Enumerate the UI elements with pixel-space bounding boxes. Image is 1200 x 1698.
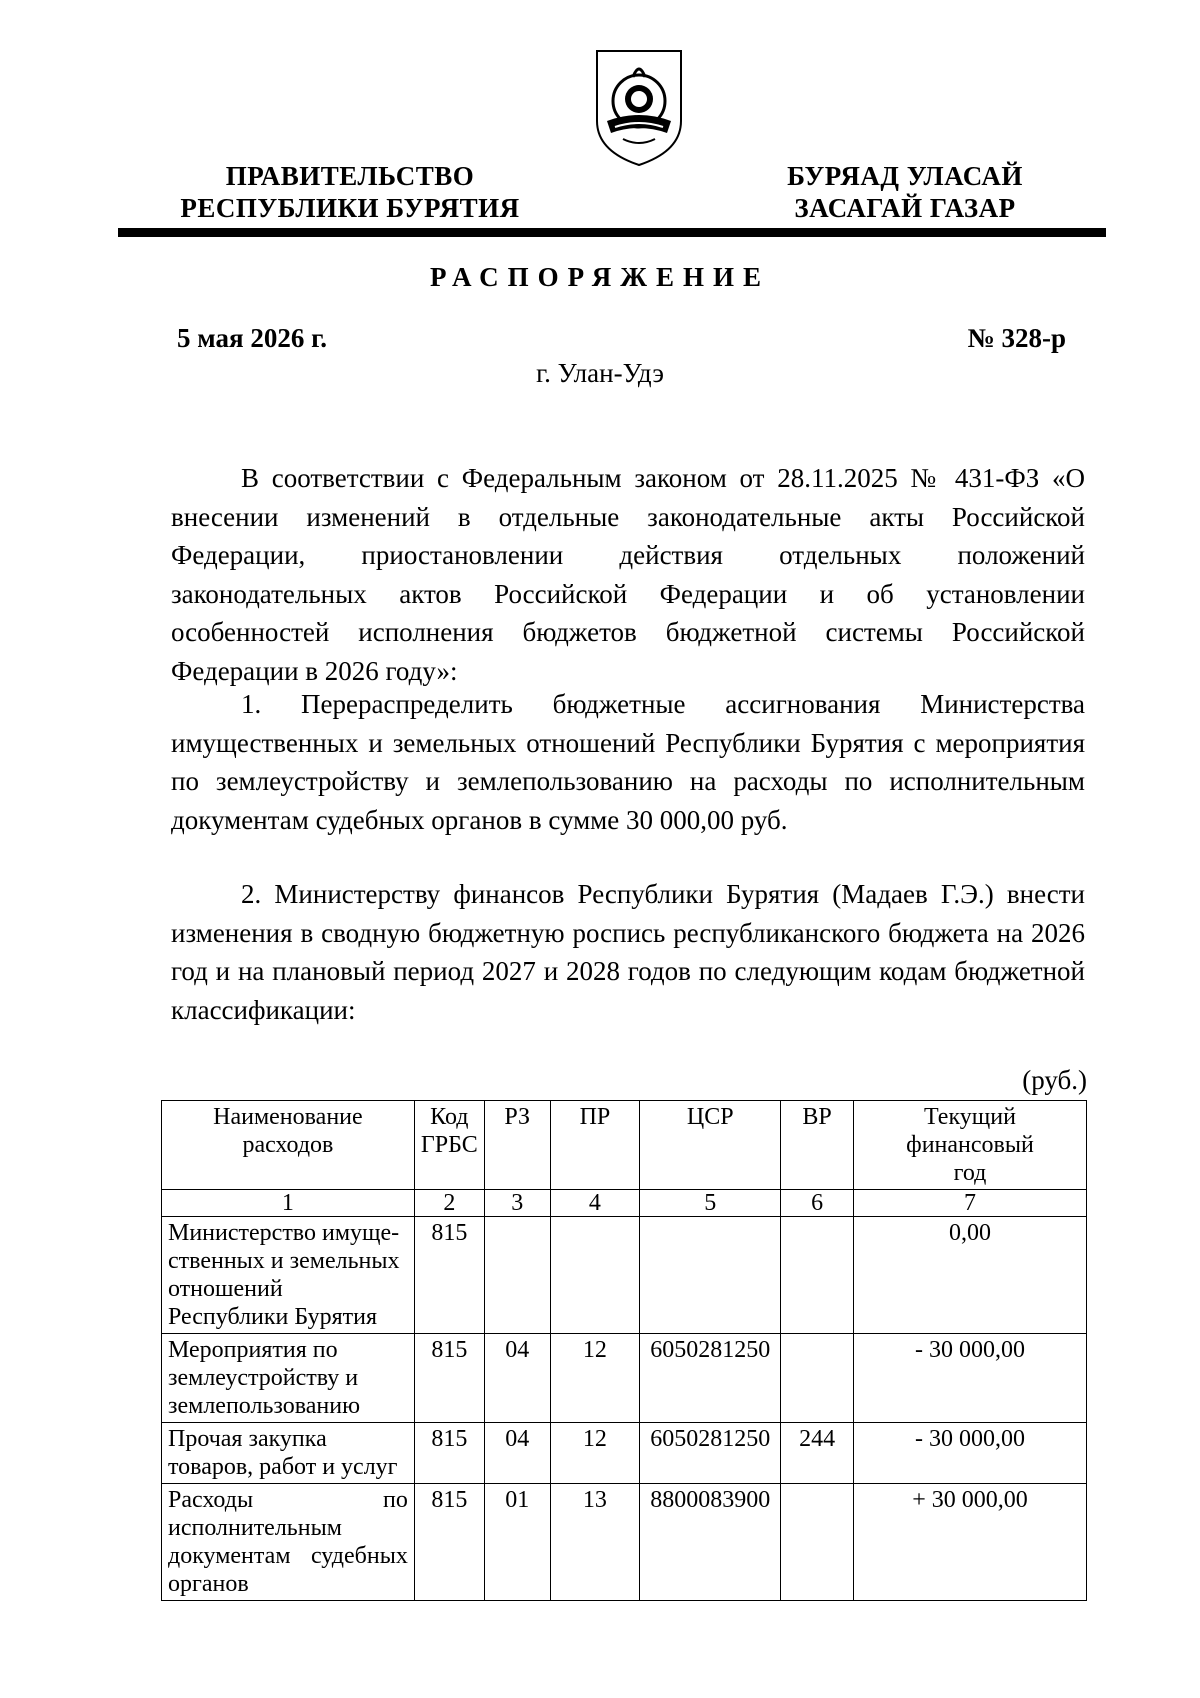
government-name-ru-line2: РЕСПУБЛИКИ БУРЯТИЯ [180, 193, 520, 223]
row-vr-cell [781, 1484, 854, 1601]
document-date: 5 мая 2026 г. [177, 323, 328, 353]
row-csr-cell: 8800083900 [640, 1484, 781, 1601]
header-divider [118, 228, 1106, 237]
row-pr-cell: 12 [550, 1334, 640, 1423]
row-rz-cell: 04 [484, 1423, 550, 1484]
table-row [162, 1423, 1087, 1484]
table-row [162, 1334, 1087, 1423]
row-amount-cell: 0,00 [853, 1217, 1086, 1334]
column-number-cell: 6 [781, 1190, 854, 1217]
budget-table [161, 1100, 1087, 1601]
column-number-cell: 5 [640, 1190, 781, 1217]
table-header-row [162, 1101, 1087, 1190]
row-csr-cell: 6050281250 [640, 1334, 781, 1423]
row-csr-cell: 6050281250 [640, 1423, 781, 1484]
column-number-cell: 3 [484, 1190, 550, 1217]
government-name-bua-line1: БУРЯАД УЛАСАЙ [787, 161, 1023, 191]
column-number-cell: 4 [550, 1190, 640, 1217]
table-row [162, 1484, 1087, 1601]
header-cell: Код ГРБС [414, 1101, 484, 1190]
row-grbs-cell: 815 [414, 1217, 484, 1334]
row-vr-cell [781, 1334, 854, 1423]
row-grbs-cell: 815 [414, 1484, 484, 1601]
column-number-cell: 2 [414, 1190, 484, 1217]
row-amount-cell: + 30 000,00 [853, 1484, 1086, 1601]
header-cell: РЗ [484, 1101, 550, 1190]
item-1-paragraph: 1. Перераспределить бюджетные ассигнования Министерства имущественных и земельных отношений Республики Бурятия с мероприятия по землеустройству и землепользованию на расходы по исполнительным документам судебных органов в сумме 30 000,00 руб. [171, 689, 1085, 835]
row-amount-cell: - 30 000,00 [853, 1334, 1086, 1423]
coat-of-arms-icon [593, 47, 685, 169]
government-name-ru [160, 160, 540, 224]
header-cell: ЦСР [640, 1101, 781, 1190]
government-name-bua-line2: ЗАСАГАЙ ГАЗАР [794, 193, 1016, 223]
row-name-cell: Прочая закупка товаров, работ и услуг [162, 1423, 415, 1484]
row-grbs-cell: 815 [414, 1423, 484, 1484]
row-amount-cell: - 30 000,00 [853, 1423, 1086, 1484]
row-name-cell: Мероприятия по землеустройству и землепользованию [162, 1334, 415, 1423]
row-pr-cell: 12 [550, 1423, 640, 1484]
header-cell: ВР [781, 1101, 854, 1190]
row-vr-cell: 244 [781, 1423, 854, 1484]
row-pr-cell [550, 1217, 640, 1334]
preamble-paragraph: В соответствии с Федеральным законом от 28.11.2025 № 431-ФЗ «О внесении изменений в отдельные законодательные акты Российской Федерации, приостановлении действия отдельных положений законодательных актов Российской Федерации и об установлении особенностей исполнения бюджетов бюджетной системы Российской Федерации в 2026 году»: [171, 463, 1085, 686]
row-name-cell: Министерство имущественных и земельных отношений Республики Бурятия [162, 1217, 415, 1334]
table-row [162, 1217, 1087, 1334]
government-name-ru-line1: ПРАВИТЕЛЬСТВО [225, 161, 475, 191]
document-title: РАСПОРЯЖЕНИЕ [429, 262, 771, 292]
currency-unit: (руб.) [1022, 1065, 1087, 1095]
row-csr-cell [640, 1217, 781, 1334]
document-number: № 328-р [967, 323, 1066, 353]
column-number-cell: 7 [853, 1190, 1086, 1217]
document-city: г. Улан-Удэ [536, 358, 664, 388]
header-cell: Наименование расходов [162, 1101, 415, 1190]
column-number-cell: 1 [162, 1190, 415, 1217]
row-rz-cell [484, 1217, 550, 1334]
row-name-cell: Расходы по исполнительным документам судебных органов [162, 1484, 415, 1601]
item-2-paragraph: 2. Министерству финансов Республики Бурятия (Мадаев Г.Э.) внести изменения в сводную бюджетную роспись республиканского бюджета на 2026 год и на плановый период 2027 и 2028 годов по следующим кодам бюджетной классификации: [171, 879, 1085, 1025]
row-rz-cell: 01 [484, 1484, 550, 1601]
row-vr-cell [781, 1217, 854, 1334]
header-cell: ПР [550, 1101, 640, 1190]
row-grbs-cell: 815 [414, 1334, 484, 1423]
government-name-bua [760, 160, 1050, 224]
column-number-row [162, 1190, 1087, 1217]
row-rz-cell: 04 [484, 1334, 550, 1423]
row-pr-cell: 13 [550, 1484, 640, 1601]
header-cell: Текущий финансовый год [853, 1101, 1086, 1190]
